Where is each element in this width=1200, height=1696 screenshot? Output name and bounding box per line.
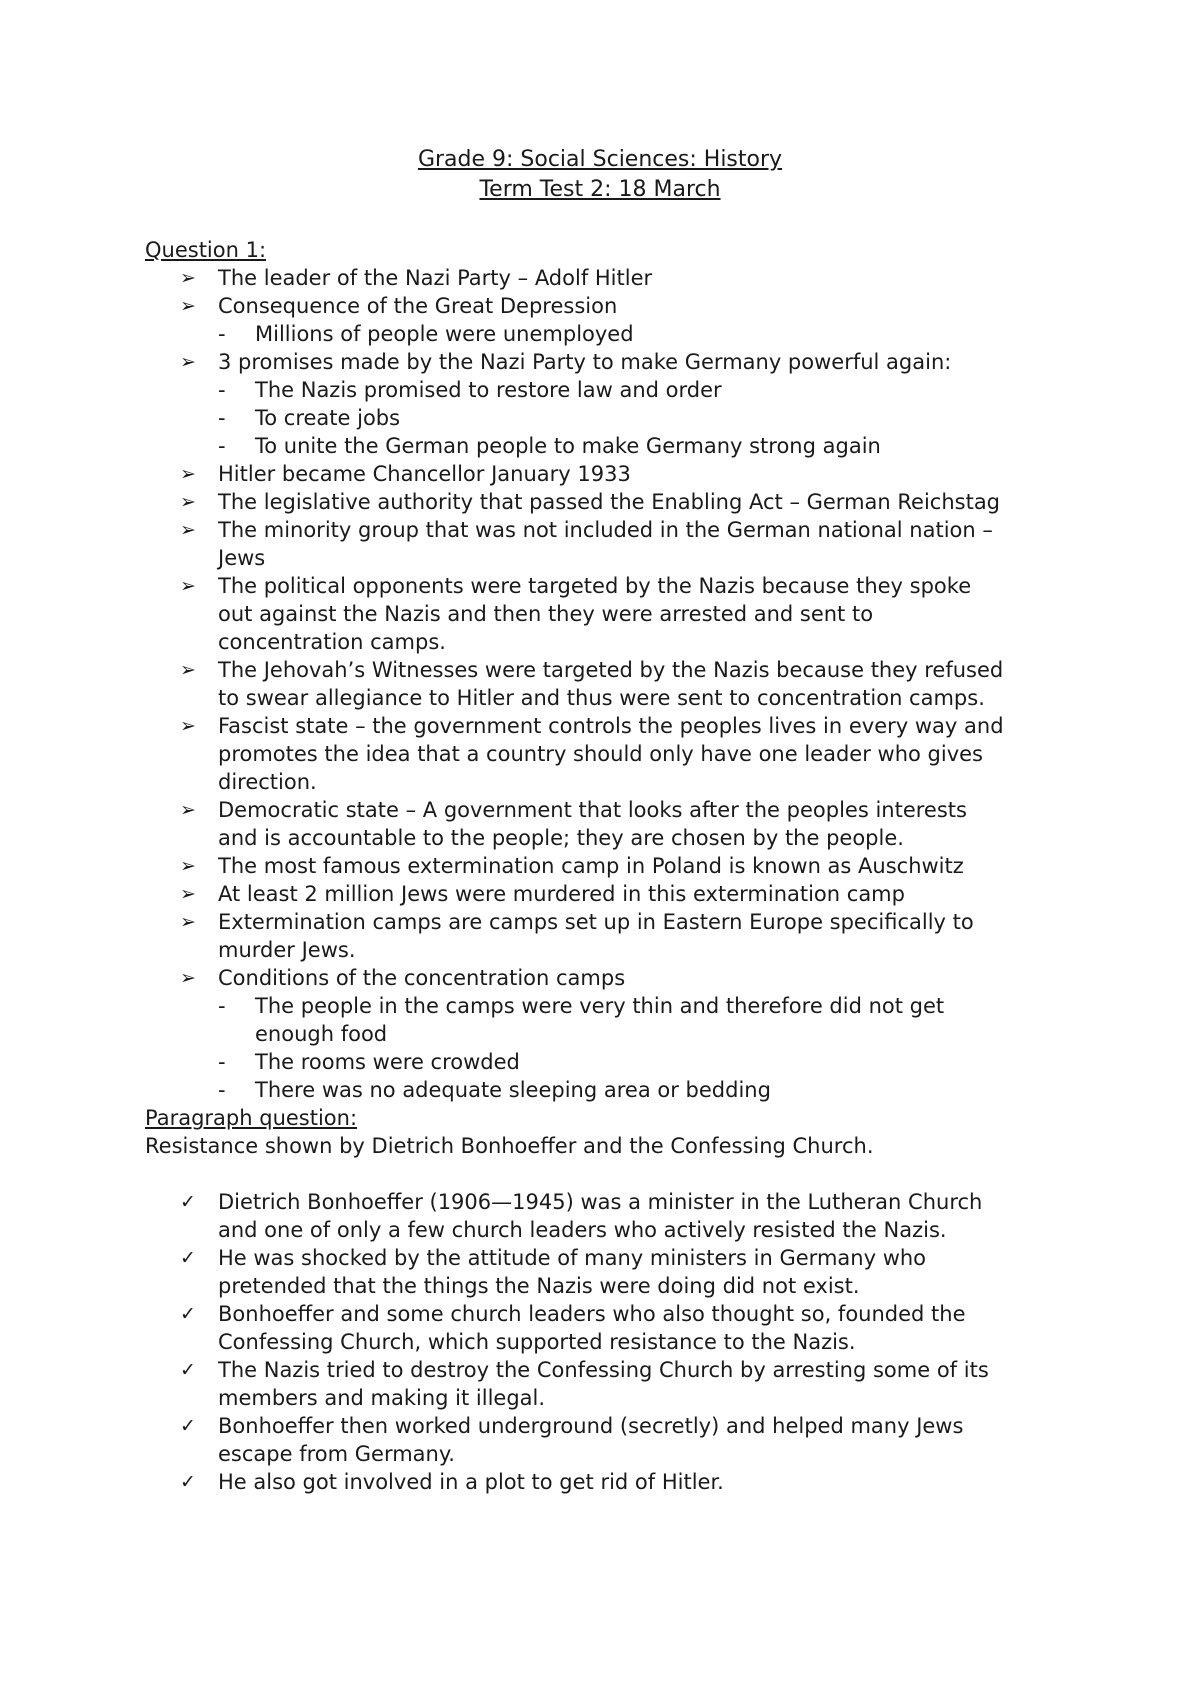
arrow-bullet-icon: ➢ [180, 575, 196, 597]
list-item-continuation: and is accountable to the people; they are chosen by the people. [218, 826, 904, 850]
list-item-text: Bonhoeffer and some church leaders who also thought so, founded the [218, 1302, 966, 1326]
sub-list-item-continuation: enough food [255, 1022, 388, 1046]
arrow-bullet-icon: ➢ [180, 799, 196, 821]
list-item-text: He also got involved in a plot to get rid of Hitler. [218, 1470, 724, 1494]
arrow-bullet-icon: ➢ [180, 715, 196, 737]
sub-list-item-text: The Nazis promised to restore law and order [255, 378, 722, 402]
arrow-bullet-icon: ➢ [180, 967, 196, 989]
list-item-text: 3 promises made by the Nazi Party to make Germany powerful again: [218, 350, 952, 374]
list-item-continuation: promotes the idea that a country should only have one leader who gives [218, 742, 983, 766]
sub-list-item-text: The rooms were crowded [255, 1050, 520, 1074]
list-item-text: He was shocked by the attitude of many ministers in Germany who [218, 1246, 927, 1270]
list-item-text: The minority group that was not included in the German national nation – [218, 518, 993, 542]
list-item-text: The most famous extermination camp in Poland is known as Auschwitz [218, 854, 964, 878]
sub-list-item-text: To create jobs [255, 406, 401, 430]
list-item-text: Democratic state – A government that looks after the peoples interests [218, 798, 967, 822]
list-item-text: The legislative authority that passed the Enabling Act – German Reichstag [218, 490, 1001, 514]
arrow-bullet-icon: ➢ [180, 267, 196, 289]
list-item-continuation: direction. [218, 770, 317, 794]
arrow-bullet-icon: ➢ [180, 351, 196, 373]
question-1-heading: Question 1: [145, 238, 267, 262]
list-item-continuation: concentration camps. [218, 630, 446, 654]
arrow-bullet-icon: ➢ [180, 883, 196, 905]
list-item-text: Consequence of the Great Depression [218, 294, 618, 318]
list-item-continuation: pretended that the things the Nazis were doing did not exist. [218, 1274, 860, 1298]
arrow-bullet-icon: ➢ [180, 519, 196, 541]
list-item-text: Extermination camps are camps set up in Eastern Europe specifically to [218, 910, 974, 934]
dash-bullet-icon: - [218, 378, 226, 402]
arrow-bullet-icon: ➢ [180, 491, 196, 513]
dash-bullet-icon: - [218, 406, 226, 430]
list-item-text: Fascist state – the government controls the peoples lives in every way and [218, 714, 1004, 738]
check-bullet-icon: ✓ [180, 1191, 196, 1213]
list-item-text: Conditions of the concentration camps [218, 966, 626, 990]
document-subtitle: Term Test 2: 18 March [479, 177, 721, 202]
sub-list-item-text: Millions of people were unemployed [255, 322, 634, 346]
list-item-continuation: Jews [218, 546, 266, 570]
arrow-bullet-icon: ➢ [180, 855, 196, 877]
check-bullet-icon: ✓ [180, 1415, 196, 1437]
list-item-continuation: and one of only a few church leaders who actively resisted the Nazis. [218, 1218, 947, 1242]
sub-list-item-text: There was no adequate sleeping area or bedding [255, 1078, 771, 1102]
paragraph-question-heading: Paragraph question: [145, 1106, 358, 1130]
list-item-continuation: members and making it illegal. [218, 1386, 546, 1410]
list-item-text: The Nazis tried to destroy the Confessing Church by arresting some of its [218, 1358, 989, 1382]
arrow-bullet-icon: ➢ [180, 911, 196, 933]
list-item-text: Hitler became Chancellor January 1933 [218, 462, 631, 486]
arrow-bullet-icon: ➢ [180, 659, 196, 681]
dash-bullet-icon: - [218, 434, 226, 458]
list-item-continuation: Confessing Church, which supported resistance to the Nazis. [218, 1330, 856, 1354]
dash-bullet-icon: - [218, 322, 226, 346]
dash-bullet-icon: - [218, 1078, 226, 1102]
list-item-text: Dietrich Bonhoeffer (1906—1945) was a minister in the Lutheran Church [218, 1190, 983, 1214]
list-item-continuation: escape from Germany. [218, 1442, 455, 1466]
list-item-text: Bonhoeffer then worked underground (secretly) and helped many Jews [218, 1414, 964, 1438]
sub-list-item-text: To unite the German people to make Germany strong again [255, 434, 881, 458]
arrow-bullet-icon: ➢ [180, 295, 196, 317]
list-item-text: The Jehovah’s Witnesses were targeted by the Nazis because they refused [218, 658, 1004, 682]
dash-bullet-icon: - [218, 1050, 226, 1074]
list-item-continuation: out against the Nazis and then they were arrested and sent to [218, 602, 874, 626]
paragraph-question-intro: Resistance shown by Dietrich Bonhoeffer and the Confessing Church. [145, 1134, 874, 1158]
check-bullet-icon: ✓ [180, 1247, 196, 1269]
list-item-text: The political opponents were targeted by the Nazis because they spoke [218, 574, 972, 598]
list-item-text: At least 2 million Jews were murdered in this extermination camp [218, 882, 905, 906]
list-item-text: The leader of the Nazi Party – Adolf Hitler [218, 266, 653, 290]
dash-bullet-icon: - [218, 994, 226, 1018]
check-bullet-icon: ✓ [180, 1303, 196, 1325]
list-item-continuation: to swear allegiance to Hitler and thus were sent to concentration camps. [218, 686, 985, 710]
check-bullet-icon: ✓ [180, 1359, 196, 1381]
arrow-bullet-icon: ➢ [180, 463, 196, 485]
sub-list-item-text: The people in the camps were very thin and therefore did not get [255, 994, 945, 1018]
check-bullet-icon: ✓ [180, 1471, 196, 1493]
document-title: Grade 9: Social Sciences: History [417, 147, 783, 172]
list-item-continuation: murder Jews. [218, 938, 356, 962]
